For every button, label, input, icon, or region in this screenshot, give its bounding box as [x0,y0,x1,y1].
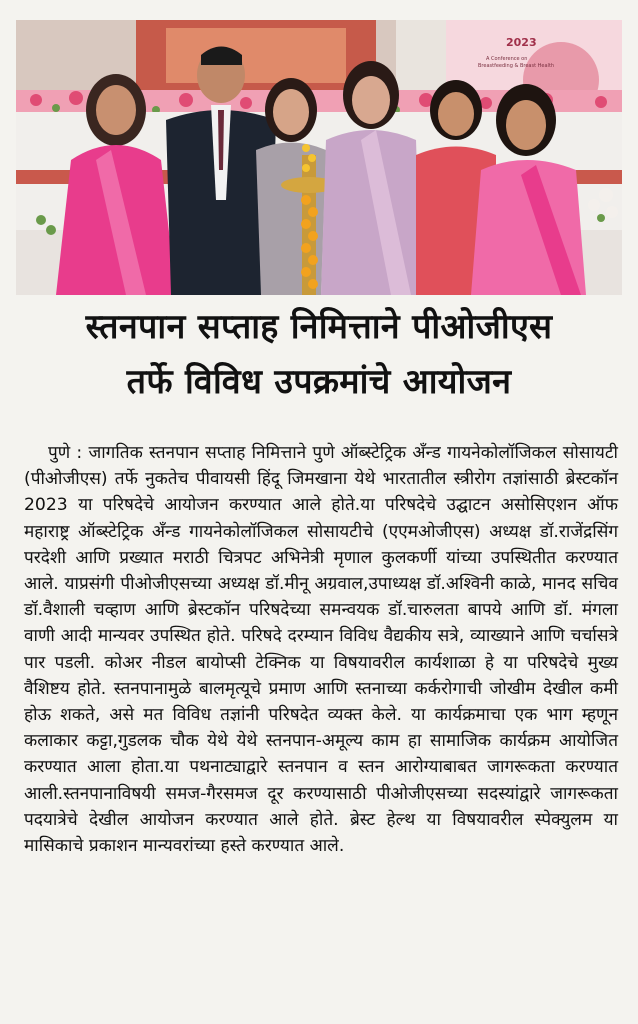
event-photo [16,20,622,295]
article-body [24,440,618,859]
lamp-lighting-photo [16,20,622,295]
banner-year: 2023 [506,36,537,49]
headline-line-2: तर्फे विविध उपक्रमांचे आयोजन [126,362,512,402]
article-paragraph: पुणे : जागतिक स्तनपान सप्ताह निमित्ताने पुणे ऑब्स्टेट्रिक अँन्ड गायनेकोलॉजिकल सोसायटी (पीओजीएस) तर्फे नुकतेच पीवायसी हिंदू जिमखाना येथे भारतातील स्त्रीरोग तज्ञांसाठी ब्रेस्टकॉन 2023 या परिषदेचे आयोजन करण्यात आले होते.या परिषदेचे उद्घाटन असोसिएशन ऑफ महाराष्ट्र ऑब्स्टेट्रिक अँन्ड गायनेकोलॉजिकल सोसायटीचे (एएमओजीएस) अध्यक्ष डॉ.राजेंद्रसिंग परदेशी आणि प्रख्यात मराठी चित्रपट अभिनेत्री मृणाल कुलकर्णी यांच्या उपस्थितीत करण्यात आले. याप्रसंगी पीओजीएसच्या अध्यक्ष डॉ.मीनू अग्रवाल,उपाध्यक्ष डॉ.अश्विनी काळे, मानद सचिव डॉ.वैशाली चव्हाण आणि ब्रेस्टकॉन परिषदेच्या समन्वयक डॉ.चारुलता बापये आणि डॉ. मंगला वाणी आदी मान्यवर उपस्थित होते. परिषदे दरम्यान विविध वैद्यकीय सत्रे, व्याख्याने आणि चर्चासत्रे पार पडली. कोअर नीडल बायोप्सी टेक्निक या विषयावरील कार्यशाळा हे या परिषदेचे मुख्य वैशिष्टय होते. स्तनपानामुळे बालमृत्यूचे प्रमाण आणि स्तनाच्या कर्करोगाची जोखीम देखील कमी होऊ शकते, असे मत विविध तज्ञांनी परिषदेत व्यक्त केले. या कार्यक्रमाचा एक भाग म्हणून कलाकार कट्टा,गुडलक चौक येथे येथे स्तनपान-अमूल्य काम हा सामाजिक कार्यक्रम आयोजित करण्यात आला होता.या पथनाट्याद्वारे स्तनपान व स्तन आरोग्याबाबत जागरूकता करण्यात आली.स्तनपानाविषयी समज-गैरसमज दूर करण्यासाठी पीओजीएसच्या सदस्यांद्वारे जागरूकता पदयात्रेचे देखील आयोजन करण्यात आले होते. ब्रेस्ट हेल्थ या विषयावरील स्पेक्युलम या मासिकाचे प्रकाशन मान्यवरांच्या हस्ते करण्यात आले. [24,443,618,857]
banner-subtitle-1: A Conference on [486,56,528,62]
headline [0,302,638,406]
headline-line-1: स्तनपान सप्ताह निमित्ताने पीओजीएस [85,307,553,347]
banner-subtitle-2: Breastfeeding & Breast Health [478,63,555,69]
